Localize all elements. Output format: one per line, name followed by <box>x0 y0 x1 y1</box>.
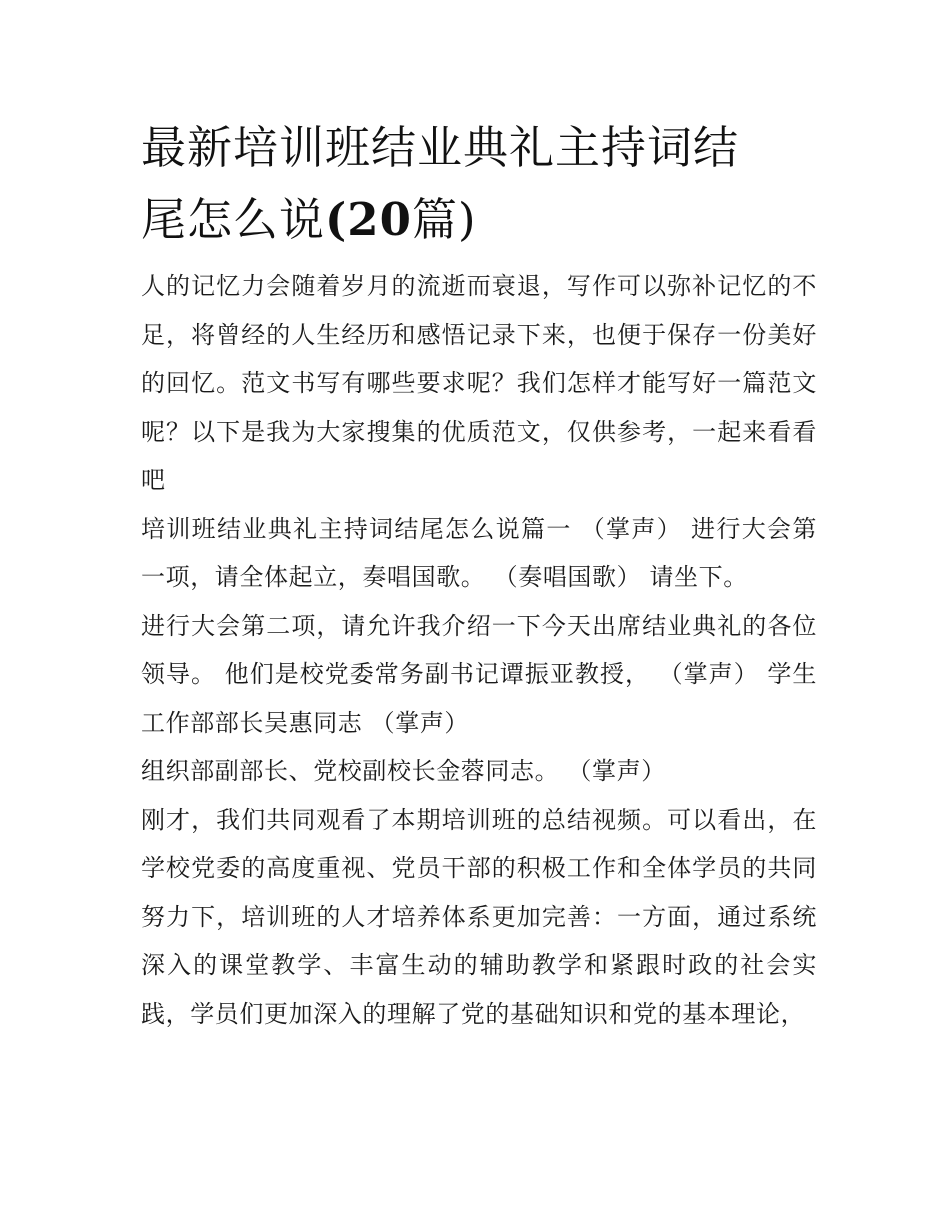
body-paragraph: 刚才，我们共同观看了本期培训班的总结视频。可以看出，在学校党委的高度重视、党员干部的积极工作和全体学员的共同努力下，培训班的人才培养体系更加完善：一方面，通过系统深入的课堂教学、丰富生动的辅助教学和紧跟时政的社会实践，学员们更加深入的理解了党的基础知识和党的基本理论， <box>141 805 817 1028</box>
document-title <box>141 112 817 256</box>
body-paragraph: 进行大会第二项，请允许我介绍一下今天出席结业典礼的各位领导。 他们是校党委常务副书记谭振亚教授， （掌声） 学生工作部部长吴惠同志 （掌声） <box>141 611 817 737</box>
body-paragraph: 组织部副部长、党校副校长金蓉同志。 （掌声） <box>141 757 666 785</box>
title-line-1: 最新培训班结业典礼主持词结 <box>141 121 740 174</box>
document-body <box>141 112 817 1038</box>
intro-paragraph: 人的记忆力会随着岁月的流逝而衰退，写作可以弥补记忆的不足，将曾经的人生经历和感悟记录下来，也便于保存一份美好的回忆。范文书写有哪些要求呢？我们怎样才能写好一篇范文呢？以下是我为大家搜集的优质范文，仅供参考，一起来看看吧 <box>141 272 817 494</box>
title-line-2-suffix: 篇) <box>411 193 477 246</box>
body-paragraph: 培训班结业典礼主持词结尾怎么说篇一 （掌声） 进行大会第一项，请全体起立，奏唱国歌。 （奏唱国歌） 请坐下。 <box>141 514 817 591</box>
title-line-2-count: (20 <box>325 193 412 246</box>
title-line-2-prefix: 尾怎么说 <box>141 193 326 246</box>
